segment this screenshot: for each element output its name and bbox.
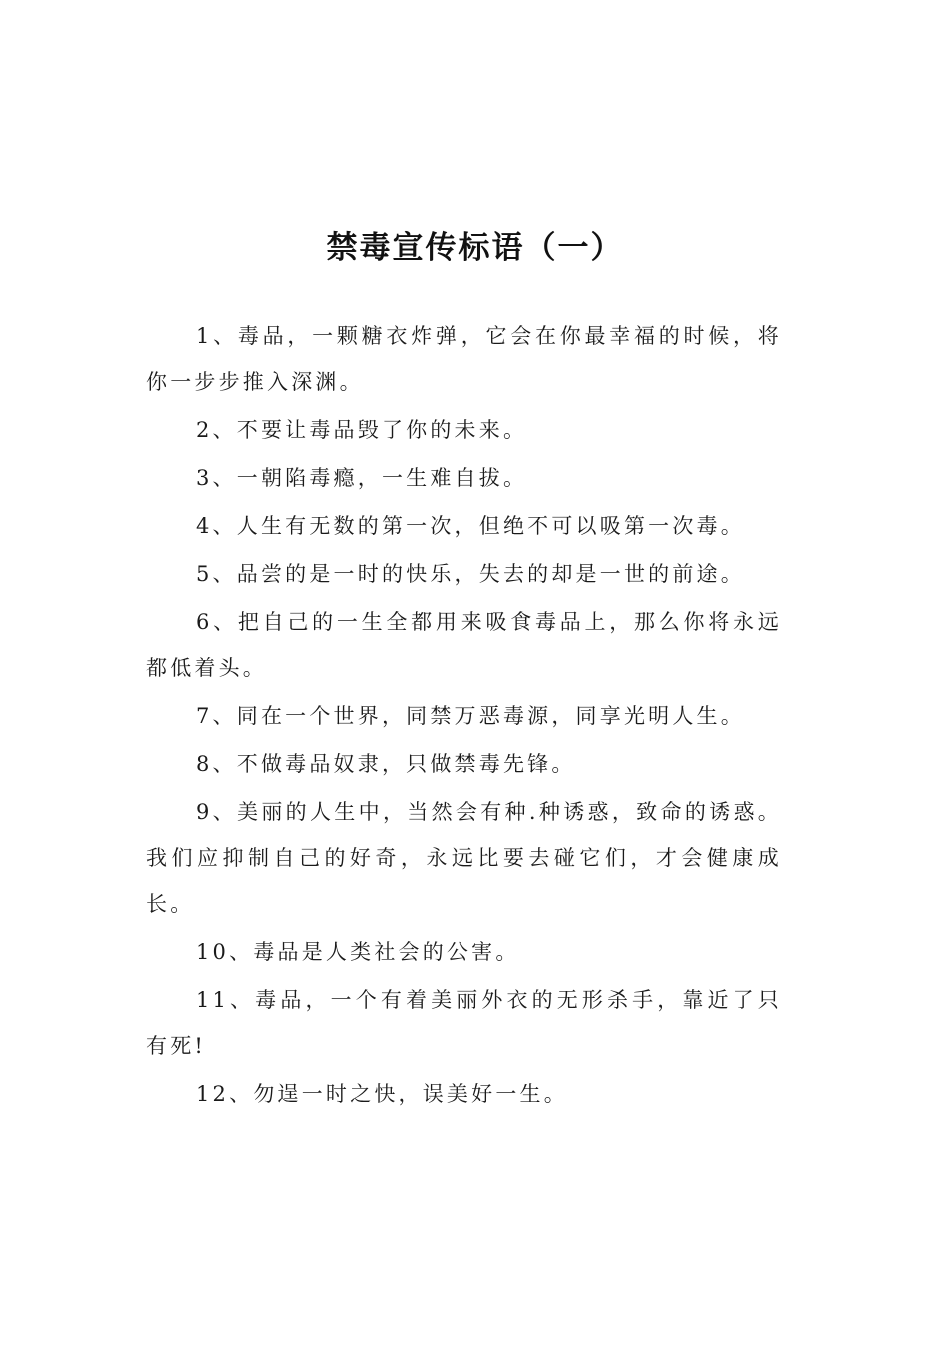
slogan-item-8: 8、不做毒品奴隶，只做禁毒先锋。 [196, 752, 576, 776]
slogan-item-2: 2、不要让毒品毁了你的未来。 [196, 418, 528, 442]
slogan-item-3: 3、一朝陷毒瘾，一生难自拔。 [196, 466, 528, 490]
slogan-item-9: 9、美丽的人生中，当然会有种.种诱惑，致命的诱惑。我们应抑制自己的好奇，永远比要去碰它们，才会健康成长。 [146, 800, 782, 916]
slogan-item-11: 11、毒品，一个有着美丽外衣的无形杀手，靠近了只有死! [146, 988, 782, 1058]
slogan-item-1: 1、毒品，一颗糖衣炸弹，它会在你最幸福的时候，将你一步步推入深渊。 [146, 324, 782, 394]
slogan-item-4: 4、人生有无数的第一次，但绝不可以吸第一次毒。 [196, 514, 745, 538]
slogan-item-6: 6、把自己的一生全都用来吸食毒品上，那么你将永远都低着头。 [146, 610, 782, 680]
document-title: 禁毒宣传标语（一） [326, 230, 624, 266]
slogan-list [146, 313, 782, 1119]
slogan-item-7: 7、同在一个世界，同禁万恶毒源，同享光明人生。 [196, 704, 745, 728]
slogan-item-10: 10、毒品是人类社会的公害。 [196, 940, 520, 964]
slogan-item-5: 5、品尝的是一时的快乐，失去的却是一世的前途。 [196, 562, 745, 586]
slogan-item-12: 12、勿逞一时之快，误美好一生。 [196, 1082, 568, 1106]
